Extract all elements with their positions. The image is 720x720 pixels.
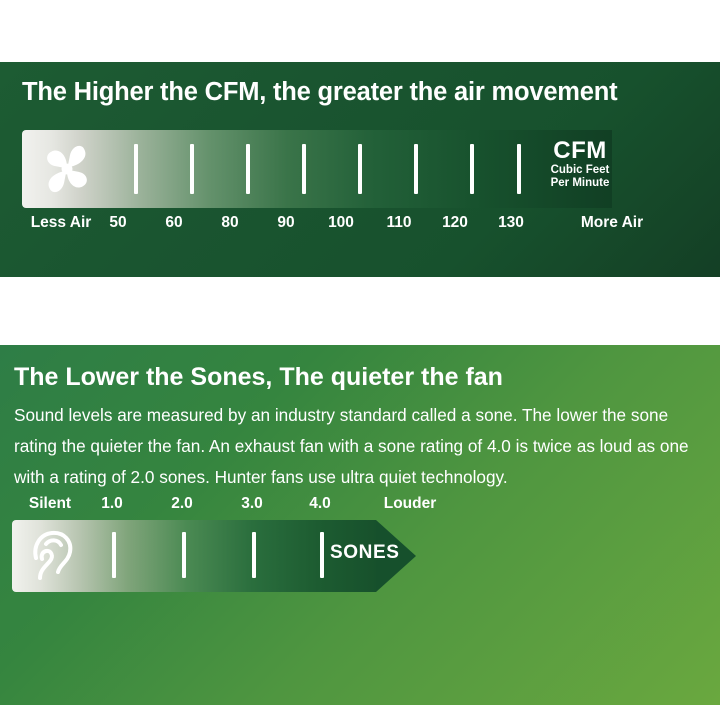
cfm-scale-labels bbox=[22, 214, 682, 238]
cfm-scale-start-label: Less Air bbox=[30, 214, 92, 231]
cfm-scale-end-label: More Air bbox=[580, 214, 644, 231]
cfm-scale-value: 120 bbox=[442, 214, 468, 231]
sones-tick bbox=[182, 532, 186, 578]
sones-scale-labels bbox=[12, 495, 512, 519]
cfm-gauge bbox=[22, 130, 656, 208]
cfm-badge bbox=[528, 138, 632, 190]
sones-panel-body: Sound levels are measured by an industry standard called a sone. The lower the sone rating the quieter the fan. An exhaust fan with a sone rating of 4.0 is twice as loud as one with a rating of 2.0 sones. Hunter fans use ultra quiet technology. bbox=[14, 405, 689, 487]
cfm-scale-value: 110 bbox=[386, 214, 412, 231]
cfm-scale-value: 50 bbox=[109, 214, 127, 231]
sones-badge: SONES bbox=[330, 542, 400, 563]
sones-tick bbox=[320, 532, 324, 578]
sones-scale-value: 4.0 bbox=[309, 495, 331, 512]
cfm-scale-value: 100 bbox=[328, 214, 354, 231]
sones-panel-title: The Lower the Sones, The quieter the fan bbox=[14, 363, 503, 391]
sones-scale-start-label: Silent bbox=[28, 495, 72, 512]
cfm-tick bbox=[134, 144, 138, 194]
cfm-badge-title: CFM bbox=[553, 137, 607, 164]
sones-scale-end-label: Louder bbox=[383, 495, 437, 512]
cfm-scale-value: 80 bbox=[221, 214, 239, 231]
cfm-tick bbox=[414, 144, 418, 194]
cfm-tick bbox=[302, 144, 306, 194]
cfm-tick bbox=[190, 144, 194, 194]
cfm-badge-sub-2: Per Minute bbox=[550, 177, 610, 189]
sones-gauge bbox=[12, 520, 432, 592]
cfm-tick bbox=[246, 144, 250, 194]
cfm-panel bbox=[0, 62, 720, 277]
cfm-scale-value: 130 bbox=[498, 214, 524, 231]
cfm-scale-value: 90 bbox=[277, 214, 295, 231]
cfm-tick bbox=[470, 144, 474, 194]
fan-icon bbox=[36, 138, 98, 200]
cfm-gauge-bar bbox=[22, 130, 612, 208]
ear-icon bbox=[26, 526, 82, 586]
sones-scale-value: 2.0 bbox=[171, 495, 193, 512]
sones-scale-value: 1.0 bbox=[101, 495, 123, 512]
sones-panel bbox=[0, 345, 720, 705]
cfm-tick bbox=[358, 144, 362, 194]
cfm-badge-sub-1: Cubic Feet bbox=[550, 164, 610, 176]
cfm-scale-value: 60 bbox=[165, 214, 183, 231]
cfm-panel-title: The Higher the CFM, the greater the air movement bbox=[22, 78, 618, 106]
sones-scale-value: 3.0 bbox=[241, 495, 263, 512]
sones-tick bbox=[252, 532, 256, 578]
sones-tick bbox=[112, 532, 116, 578]
cfm-tick bbox=[517, 144, 521, 194]
